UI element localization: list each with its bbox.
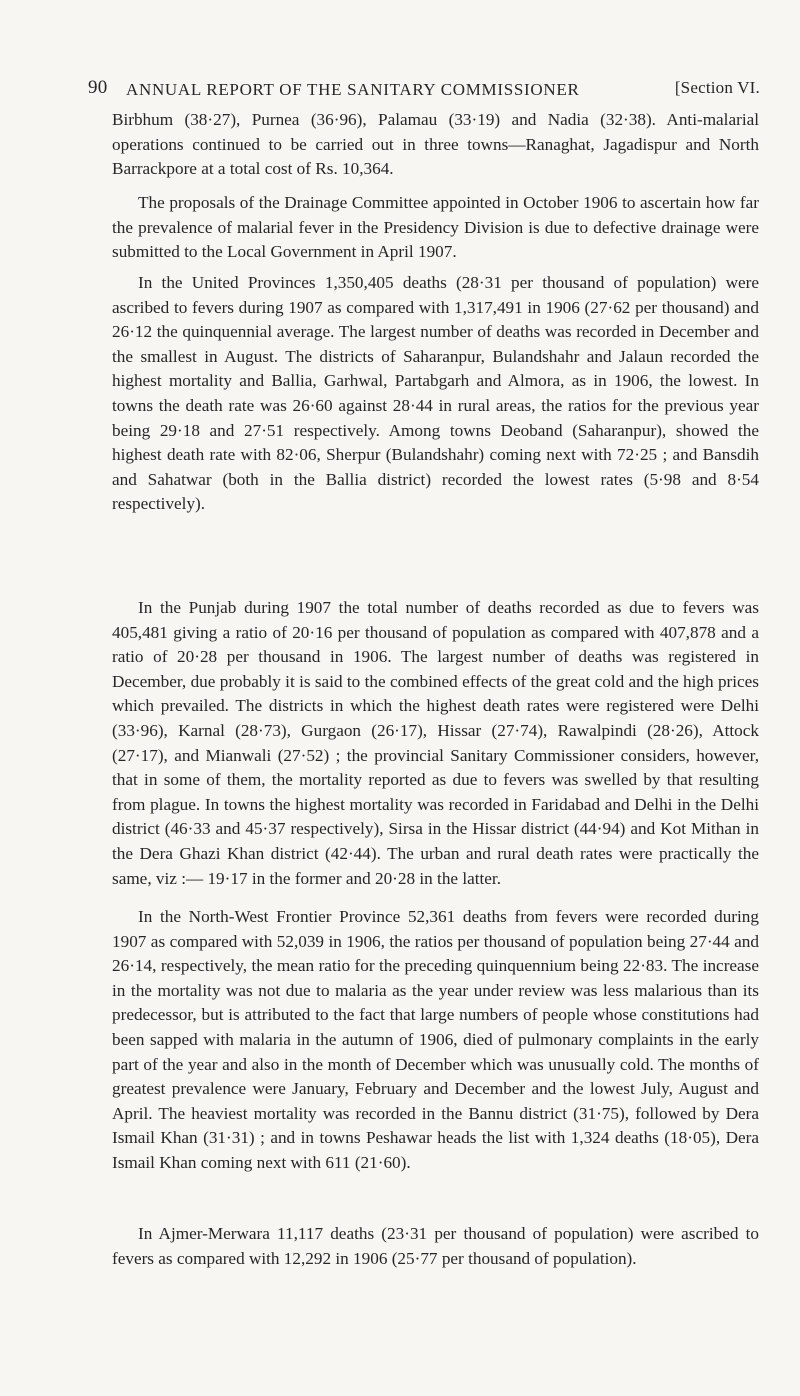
paragraph-bengal-continuation: Birbhum (38·27), Purnea (36·96), Palamau (33·19) and Nadia (32·38). Anti-malarial operations continued to be carried out in three towns—Ranaghat, Jagadispur and North Barrackpore at a total cost of Rs. 10,364. bbox=[112, 110, 759, 179]
running-head bbox=[88, 75, 760, 105]
paragraph-united-provinces: In the United Provinces 1,350,405 deaths (28·31 per thousand of population) were ascribed to fevers during 1907 as compared with 1,317,491 in 1906 (27·62 per thousand) and 26·12 the quinquennial average. The largest number of deaths was recorded in December and the smallest in August. The districts of Saharanpur, Bulandshahr and Jalaun recorded the highest mortality and Ballia, Garhwal, Partabgarh and Almora, as in 1906, the lowest. In towns the death rate was 26·60 against 28·44 in rural areas, the ratios for the previous year being 29·18 and 27·51 respectively. Among towns Deoband (Saharanpur), showed the highest death rate with 82·06, Sherpur (Bulandshahr) coming next with 72·25 ; and Bansdih and Sahatwar (both in the Ballia district) recorded the lowest rates (5·98 and 8·54 respectively). bbox=[112, 273, 759, 514]
page-number: 90 bbox=[88, 77, 108, 98]
paragraph-drainage-committee: The proposals of the Drainage Committee appointed in October 1906 to ascertain how far the prevalence of malarial fever in the Presidency Division is due to defective drainage were submitted to the Local Government in April 1907. bbox=[112, 193, 759, 262]
section-label: [Section VI. bbox=[674, 78, 760, 97]
report-title: ANNUAL REPORT OF THE SANITARY COMMISSIONER bbox=[126, 80, 580, 99]
paragraph-north-west-frontier: In the North-West Frontier Province 52,361 deaths from fevers were recorded during 1907 as compared with 52,039 in 1906, the ratios per thousand of population being 27·44 and 26·14, respectively, the mean ratio for the preceding quinquennium being 22·83. The increase in the mortality was not due to malaria as the year under review was less malarious than its predecessor, but is attributed to the fact that large numbers of people whose constitutions had been sapped with malaria in the autumn of 1906, died of pulmonary complaints in the early part of the year and also in the month of December which was unusually cold. The months of greatest prevalence were January, February and December and the lowest July, August and April. The heaviest mortality was recorded in the Bannu district (31·75), followed by Dera Ismail Khan (31·31) ; and in towns Peshawar heads the list with 1,324 deaths (18·05), Dera Ismail Khan coming next with 611 (21·60). bbox=[112, 907, 759, 1172]
paragraph-ajmer-merwara: In Ajmer-Merwara 11,117 deaths (23·31 per thousand of population) were ascribed to fevers as compared with 12,292 in 1906 (25·77 per thousand of population). bbox=[112, 1224, 759, 1268]
paragraph-punjab: In the Punjab during 1907 the total number of deaths recorded as due to fevers was 405,481 giving a ratio of 20·16 per thousand of population as compared with 407,878 and a ratio of 20·28 per thousand in 1906. The largest number of deaths was registered in December, due probably it is said to the combined effects of the great cold and the high prices which prevailed. The districts in which the highest death rates were registered were Delhi (33·96), Karnal (28·73), Gurgaon (26·17), Hissar (27·74), Rawalpindi (28·26), Attock (27·17), and Mianwali (27·52) ; the provincial Sanitary Commissioner considers, however, that in some of them, the mortality reported as due to fevers was swelled by that resulting from plague. In towns the highest mortality was recorded in Faridabad and Delhi in the Delhi district (46·33 and 45·37 respectively), Sirsa in the Hissar district (44·94) and Kot Mithan in the Dera Ghazi Khan district (42·44). The urban and rural death rates were practically the same, viz :— 19·17 in the former and 20·28 in the latter. bbox=[112, 598, 759, 888]
